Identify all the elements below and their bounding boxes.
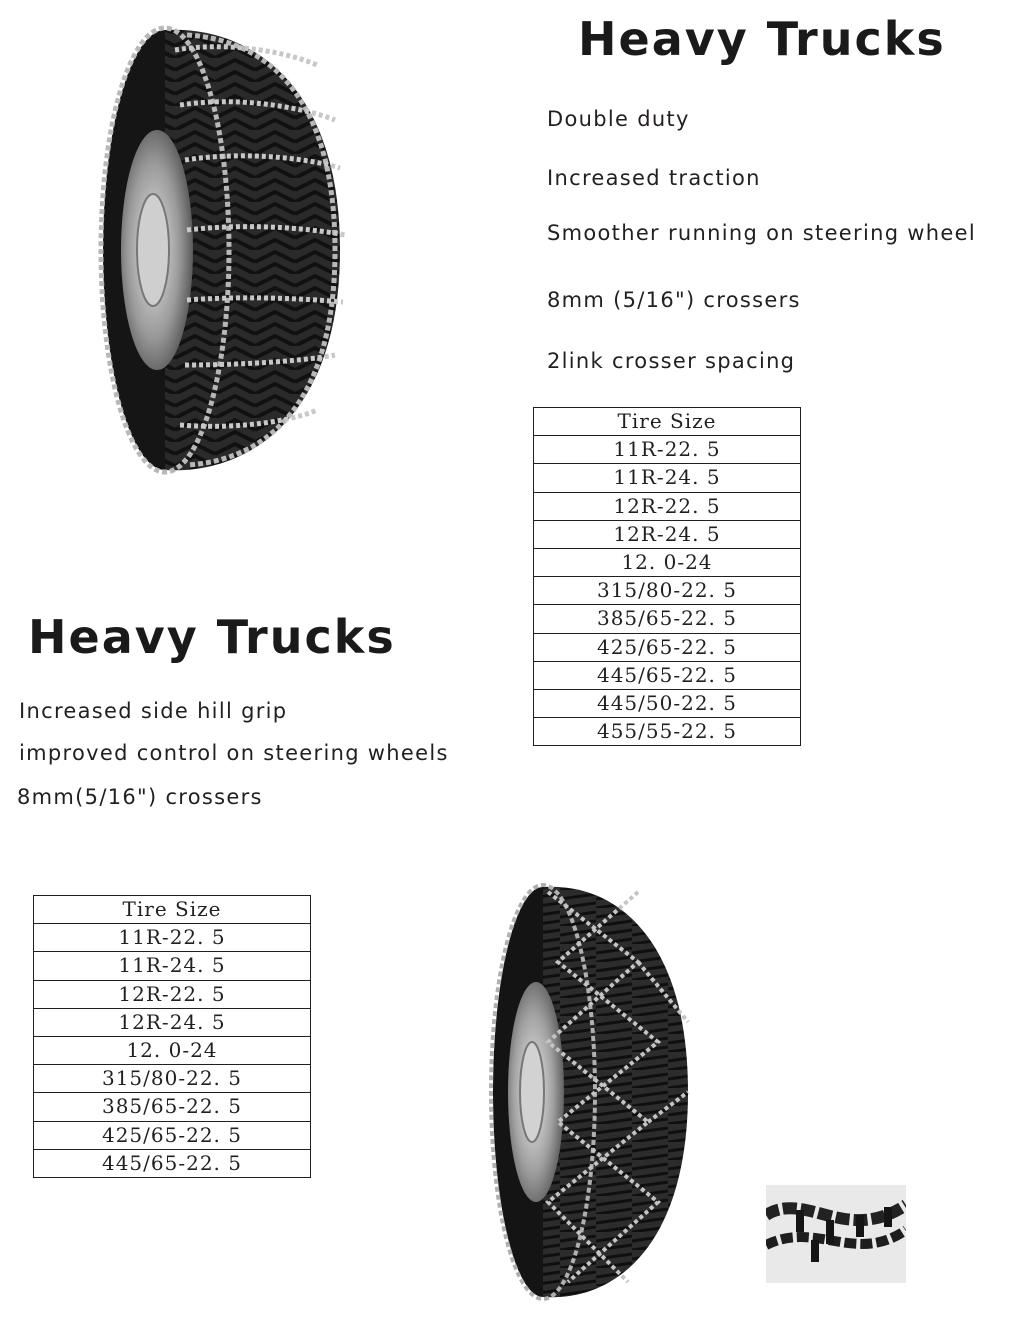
table-row: 12. 0-24 bbox=[34, 1036, 311, 1064]
table-row: 445/50-22. 5 bbox=[534, 689, 801, 717]
table-row: 12R-24. 5 bbox=[534, 520, 801, 548]
table-row: 11R-24. 5 bbox=[34, 952, 311, 980]
table-row: 12R-24. 5 bbox=[34, 1008, 311, 1036]
tire-size-table-2 bbox=[33, 895, 311, 1178]
table-row: 315/80-22. 5 bbox=[534, 577, 801, 605]
feature-side-hill-grip: Increased side hill grip bbox=[19, 699, 288, 723]
feature-crossers-2: 8mm(5/16") crossers bbox=[17, 785, 263, 809]
feature-double-duty: Double duty bbox=[547, 107, 690, 131]
table-row: 445/65-22. 5 bbox=[34, 1149, 311, 1177]
table-row: 315/80-22. 5 bbox=[34, 1065, 311, 1093]
section-1-title: Heavy Trucks bbox=[578, 12, 946, 66]
table-row: 385/65-22. 5 bbox=[34, 1093, 311, 1121]
table-row: 445/65-22. 5 bbox=[534, 661, 801, 689]
section-2-title: Heavy Trucks bbox=[28, 610, 396, 664]
tire-chain-photo-diamond bbox=[488, 872, 703, 1312]
tire-chain-photo-ladder bbox=[95, 10, 365, 490]
table-header: Tire Size bbox=[34, 896, 311, 924]
feature-improved-control: improved control on steering wheels bbox=[19, 741, 449, 765]
table-row: 11R-22. 5 bbox=[34, 924, 311, 952]
table-row: 455/55-22. 5 bbox=[534, 718, 801, 746]
feature-smoother-running: Smoother running on steering wheel bbox=[547, 221, 976, 245]
table-row: 12R-22. 5 bbox=[534, 492, 801, 520]
feature-crosser-spacing: 2link crosser spacing bbox=[547, 349, 796, 373]
table-row: 12R-22. 5 bbox=[34, 980, 311, 1008]
table-row: 11R-24. 5 bbox=[534, 464, 801, 492]
chain-detail-photo bbox=[766, 1185, 906, 1283]
table-row: 12. 0-24 bbox=[534, 548, 801, 576]
table-row: 425/65-22. 5 bbox=[34, 1121, 311, 1149]
table-header: Tire Size bbox=[534, 408, 801, 436]
feature-increased-traction: Increased traction bbox=[547, 166, 761, 190]
table-row: 425/65-22. 5 bbox=[534, 633, 801, 661]
feature-crossers: 8mm (5/16") crossers bbox=[547, 288, 801, 312]
table-row: 385/65-22. 5 bbox=[534, 605, 801, 633]
tire-size-table-1 bbox=[533, 407, 801, 746]
table-row: 11R-22. 5 bbox=[534, 436, 801, 464]
